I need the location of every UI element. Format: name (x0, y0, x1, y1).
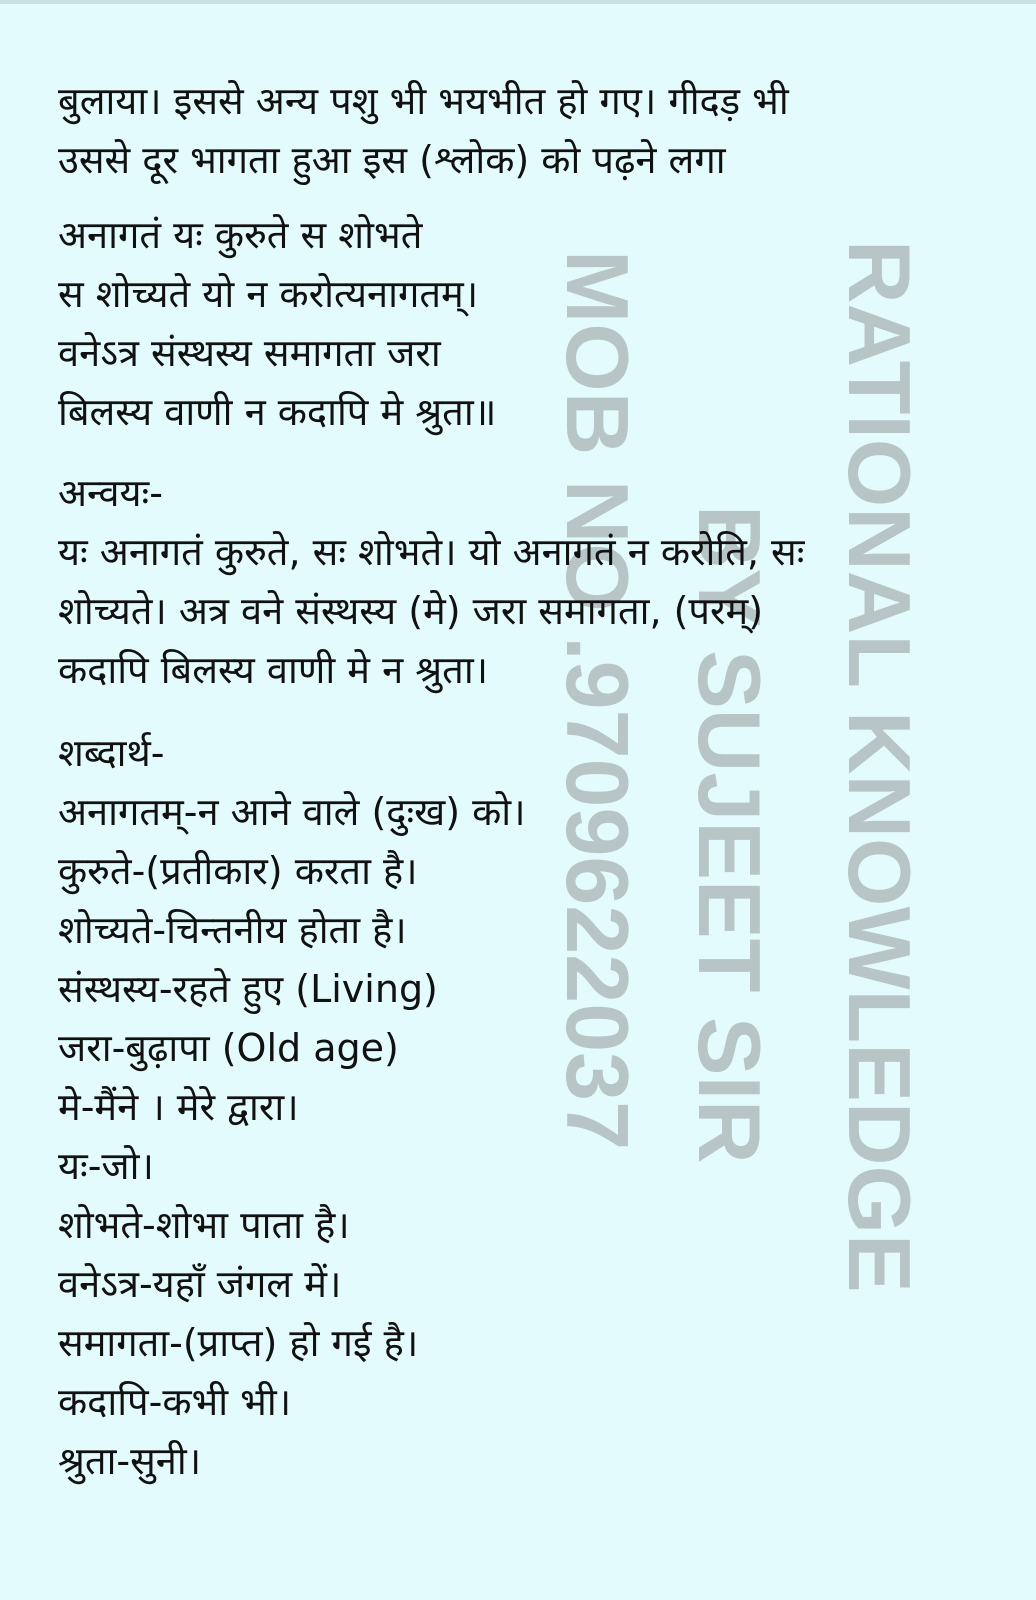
glossary-item: शोभते-शोभा पाता है। (58, 1203, 350, 1247)
glossary-item: जरा-बुढ़ापा (Old age) (58, 1026, 399, 1070)
glossary-item: मे-मैंने । मेरे द्वारा। (58, 1085, 299, 1129)
intro-line: उससे दूर भागता हुआ इस (श्लोक) को पढ़ने लगा (58, 138, 726, 182)
shabdarth-heading: शब्दार्थ- (58, 731, 165, 775)
glossary-item: यः-जो। (58, 1144, 154, 1188)
shloka-line: वनेऽत्र संस्थस्य समागता जरा (58, 331, 441, 375)
anvaya-line: कदापि बिलस्य वाणी मे न श्रुता। (58, 648, 489, 692)
glossary-item: वनेऽत्र-यहाँ जंगल में। (58, 1262, 342, 1306)
anvaya-line: यः अनागतं कुरुते, सः शोभते। यो अनागतं न करोति, सः (58, 530, 805, 574)
glossary-item: संस्थस्य-रहते हुए (Living) (58, 967, 438, 1011)
shabdarth-section (58, 724, 998, 1491)
watermark-brand: RATIONAL KNOWLEDGE (830, 240, 929, 1293)
anvaya-section (58, 464, 998, 700)
anvaya-line: शोच्यते। अत्र वने संस्थस्य (मे) जरा समागता, (परम्) (58, 589, 764, 633)
glossary-item: श्रुता-सुनी। (58, 1439, 202, 1483)
shloka-line: स शोच्यते यो न करोत्यनागतम्। (58, 272, 479, 316)
anvaya-heading: अन्वयः- (58, 471, 163, 515)
shloka-verse (58, 206, 998, 442)
glossary-item: समागता-(प्राप्त) हो गई है। (58, 1321, 419, 1365)
watermark-author: BY SUJEET SIR (680, 505, 779, 1164)
glossary-item: शोच्यते-चिन्तनीय होता है। (58, 908, 407, 952)
shloka-line: अनागतं यः कुरुते स शोभते (58, 213, 423, 257)
shloka-line: बिलस्य वाणी न कदापि मे श्रुता॥ (58, 390, 497, 434)
intro-paragraph (58, 72, 998, 190)
glossary-item: कुरुते-(प्रतीकार) करता है। (58, 849, 418, 893)
watermark-mobile: MOB NO .9709622037 (548, 250, 647, 1151)
glossary-item: अनागतम्-न आने वाले (दुःख) को। (58, 790, 526, 834)
document-body (58, 72, 998, 1491)
top-border (0, 0, 1036, 4)
intro-line: बुलाया। इससे अन्य पशु भी भयभीत हो गए। गीदड़ भी (58, 79, 789, 123)
glossary-item: कदापि-कभी भी। (58, 1380, 292, 1424)
